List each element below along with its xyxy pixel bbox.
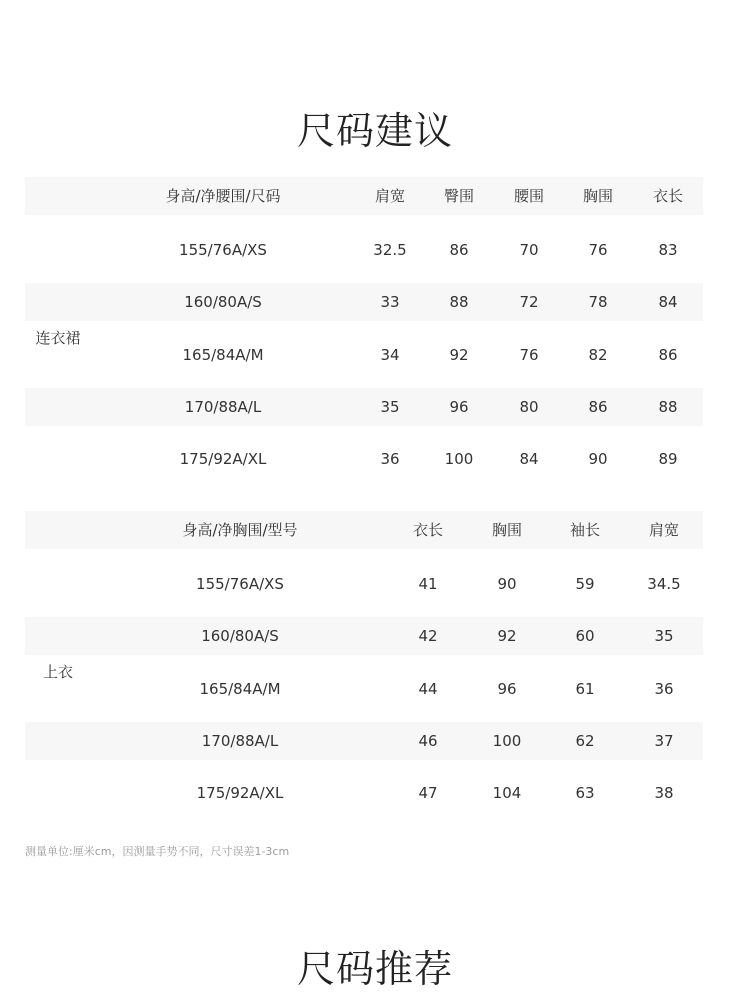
header-cell: 身高/净胸围/型号: [182, 521, 298, 539]
table-cell: 37: [654, 732, 674, 750]
table-header-row: [25, 511, 703, 549]
table-row: [25, 231, 703, 269]
table-row: [25, 388, 703, 426]
table-cell: 63: [575, 784, 595, 802]
table-cell: 83: [658, 241, 678, 259]
table-row: [25, 617, 703, 655]
table-cell: 34.5: [647, 575, 681, 593]
dress-size-table: [25, 177, 703, 489]
table-cell: 88: [658, 398, 678, 416]
table-cell: 38: [654, 784, 674, 802]
table-cell: 76: [588, 241, 608, 259]
table-cell: 175/92A/XL: [196, 784, 284, 802]
table-cell: 92: [449, 346, 469, 364]
table-cell: 46: [418, 732, 438, 750]
top-size-table: [25, 511, 703, 812]
table-cell: 44: [418, 680, 438, 698]
table-cell: 76: [519, 346, 539, 364]
table-cell: 72: [519, 293, 539, 311]
table-cell: 175/92A/XL: [179, 450, 267, 468]
header-cell: 臀围: [443, 187, 475, 205]
table-cell: 155/76A/XS: [196, 575, 284, 593]
table-cell: 82: [588, 346, 608, 364]
table-cell: 170/88A/L: [184, 398, 262, 416]
table-cell: 36: [380, 450, 400, 468]
table-cell: 35: [654, 627, 674, 645]
table-cell: 35: [380, 398, 400, 416]
table-cell: 60: [575, 627, 595, 645]
table-row: [25, 283, 703, 321]
table-row: [25, 670, 703, 708]
table-cell: 160/80A/S: [201, 627, 279, 645]
table-row: [25, 722, 703, 760]
table-cell: 165/84A/M: [199, 680, 281, 698]
table-cell: 86: [588, 398, 608, 416]
table-cell: 165/84A/M: [182, 346, 264, 364]
category-label: 上衣: [42, 663, 74, 681]
table-cell: 86: [658, 346, 678, 364]
table-cell: 90: [497, 575, 517, 593]
header-cell: 胸围: [491, 521, 523, 539]
table-header-row: [25, 177, 703, 215]
table-cell: 100: [444, 450, 474, 468]
header-cell: 身高/净腰围/尺码: [165, 187, 281, 205]
table-cell: 84: [519, 450, 539, 468]
table-cell: 41: [418, 575, 438, 593]
table-cell: 32.5: [373, 241, 407, 259]
category-label: 连衣裙: [35, 329, 81, 347]
table-cell: 160/80A/S: [184, 293, 262, 311]
table-cell: 104: [492, 784, 522, 802]
table-cell: 42: [418, 627, 438, 645]
table-row: [25, 440, 703, 478]
table-cell: 70: [519, 241, 539, 259]
header-cell: 肩宽: [374, 187, 406, 205]
table-cell: 92: [497, 627, 517, 645]
table-row: [25, 774, 703, 812]
table-cell: 78: [588, 293, 608, 311]
table-cell: 59: [575, 575, 595, 593]
table-cell: 80: [519, 398, 539, 416]
table-cell: 36: [654, 680, 674, 698]
header-cell: 腰围: [513, 187, 545, 205]
table-cell: 62: [575, 732, 595, 750]
table-cell: 89: [658, 450, 678, 468]
table-cell: 100: [492, 732, 522, 750]
table-cell: 96: [449, 398, 469, 416]
table-cell: 96: [497, 680, 517, 698]
page-title: 尺码建议: [296, 109, 453, 153]
header-cell: 袖长: [569, 521, 601, 539]
table-cell: 86: [449, 241, 469, 259]
table-row: [25, 336, 703, 374]
table-cell: 47: [418, 784, 438, 802]
table-cell: 84: [658, 293, 678, 311]
header-cell: 衣长: [652, 187, 684, 205]
table-cell: 33: [380, 293, 400, 311]
table-cell: 90: [588, 450, 608, 468]
header-cell: 肩宽: [648, 521, 680, 539]
table-cell: 170/88A/L: [201, 732, 279, 750]
section-title: 尺码推荐: [296, 947, 453, 991]
table-cell: 34: [380, 346, 400, 364]
table-cell: 61: [575, 680, 595, 698]
header-cell: 衣长: [412, 521, 444, 539]
header-cell: 胸围: [582, 187, 614, 205]
table-cell: 155/76A/XS: [179, 241, 267, 259]
measurement-note: 测量单位:厘米cm，因测量手势不同，尺寸误差1-3cm: [25, 845, 290, 858]
table-cell: 88: [449, 293, 469, 311]
table-row: [25, 565, 703, 603]
